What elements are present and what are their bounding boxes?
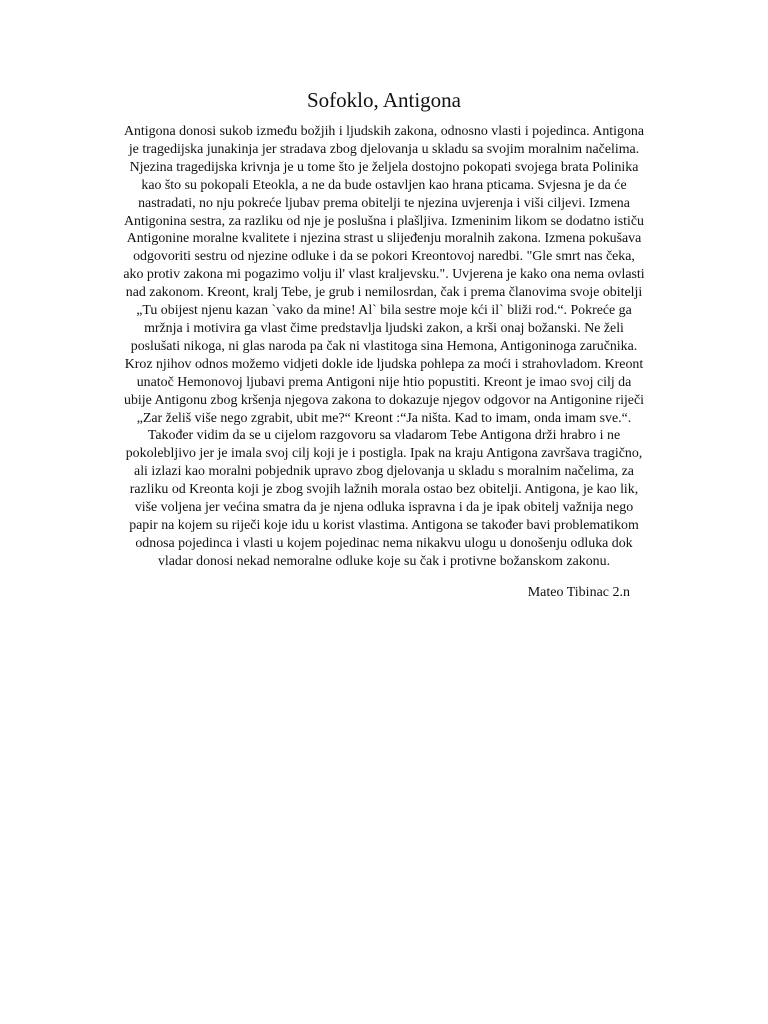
essay-line: „Zar želiš više nego zgrabit, ubit me?“ Kreont :“Ja ništa. Kad to imam, onda imam sve.“. <box>136 410 632 426</box>
essay-line: vladar donosi nekad nemoralne odluke koje su čak i protivne božanskom zakonu. <box>157 553 611 569</box>
essay-line: više voljena jer većina smatra da je njena odluka ispravna i da je ipak obitelj važnija nego <box>134 500 634 516</box>
essay-line: kao što su pokopali Eteokla, a ne da bude ostavljen kao hrana pticama. Svjesna je da će <box>141 177 627 193</box>
essay-line: ako protiv zakona mi pogazimo volju il' vlast kraljevsku.". Uvjerena je kako ona nema ovlasti <box>123 267 645 283</box>
essay-line: mržnja i motivira ga vlast čime predstavlja ljudski zakon, a krši onaj božanski. Ne želi <box>144 320 624 336</box>
essay-line: papir na kojem su riječi koje idu u korist vlastima. Antigona se također bavi problematikom <box>129 517 639 533</box>
essay-line: ali izlazi kao moralni pobjednik upravo zbog djelovanja u skladu s moralnim načelima, za <box>134 464 634 480</box>
essay-line: unatoč Hemonovoj ljubavi prema Antigoni nije htio popustiti. Kreont je imao svoj cilj da <box>136 374 632 390</box>
essay-line: odgovoriti sestru od njezine odluke i da se pokori Kreontovoj naredbi. "Gle smrt nas čeka, <box>133 249 635 265</box>
essay-line: Antigona donosi sukob između božjih i ljudskih zakona, odnosno vlasti i pojedinca. Antigona <box>123 124 645 139</box>
essay-line: razliku od Kreonta koji je zbog svojih lažnih morala ostao bez obitelji. Antigona, je kao lik, <box>129 482 639 498</box>
essay-line: Također vidim da se u cijelom razgovoru sa vladarom Tebe Antigona drži hrabro i ne <box>147 428 621 444</box>
essay-line: nastradati, no nju pokreće ljubav prema obitelji te njezina uvjerenja i viši ciljevi. Izmena <box>138 195 630 211</box>
essay-line: ubije Antigonu zbog kršenja njegova zakona to dokazuje njegov odgovor na Antigonine riječi <box>124 392 644 408</box>
essay-line: nad zakonom. Kreont, kralj Tebe, je grub i nemilosrdan, čak i prema članovima svoje obitelji <box>125 285 643 301</box>
essay-line: Antigonine moralne kvalitete i njezina strast u slijeđenju moralnih zakona. Izmena pokušava <box>126 231 642 247</box>
essay-line: Antigonina sestra, za razliku od nje je poslušna i plašljiva. Izmeninim likom se dodatno ističu <box>123 213 645 229</box>
essay-line: pokolebljivo jer je imala svoj cilj koji je i postigla. Ipak na kraju Antigona završava tragično, <box>125 446 643 462</box>
essay-line: Njezina tragedijska krivnja je u tome što je željela dostojno pokopati svojega brata Polinika <box>129 159 639 175</box>
essay-line: je tragedijska junakinja jer stradava zbog djelovanja u skladu sa svojim moralnim načelima. <box>128 141 640 157</box>
essay-line: poslušati nikoga, ni glas naroda pa čak ni vlastitoga sina Hemona, Antigoninoga zaručnika. <box>130 338 638 354</box>
essay-line: odnosa pojedinca i vlasti u kojem pojedinac nema nikakvu ulogu u donošenju odluka dok <box>135 535 633 551</box>
document-title: Sofoklo, Antigona <box>306 88 461 112</box>
essay-line: Kroz njihov odnos možemo vidjeti dokle ide ljudska pohlepa za moći i strahovladom. Kreont <box>124 356 644 372</box>
author-signature: Mateo Tibinac 2.n <box>527 585 630 600</box>
essay-body <box>92 123 676 571</box>
essay-line: „Tu obijest njenu kazan `vako da mine! Al` bila sestre moje kći il` bliži rod.“. Pokreće ga <box>136 303 632 319</box>
